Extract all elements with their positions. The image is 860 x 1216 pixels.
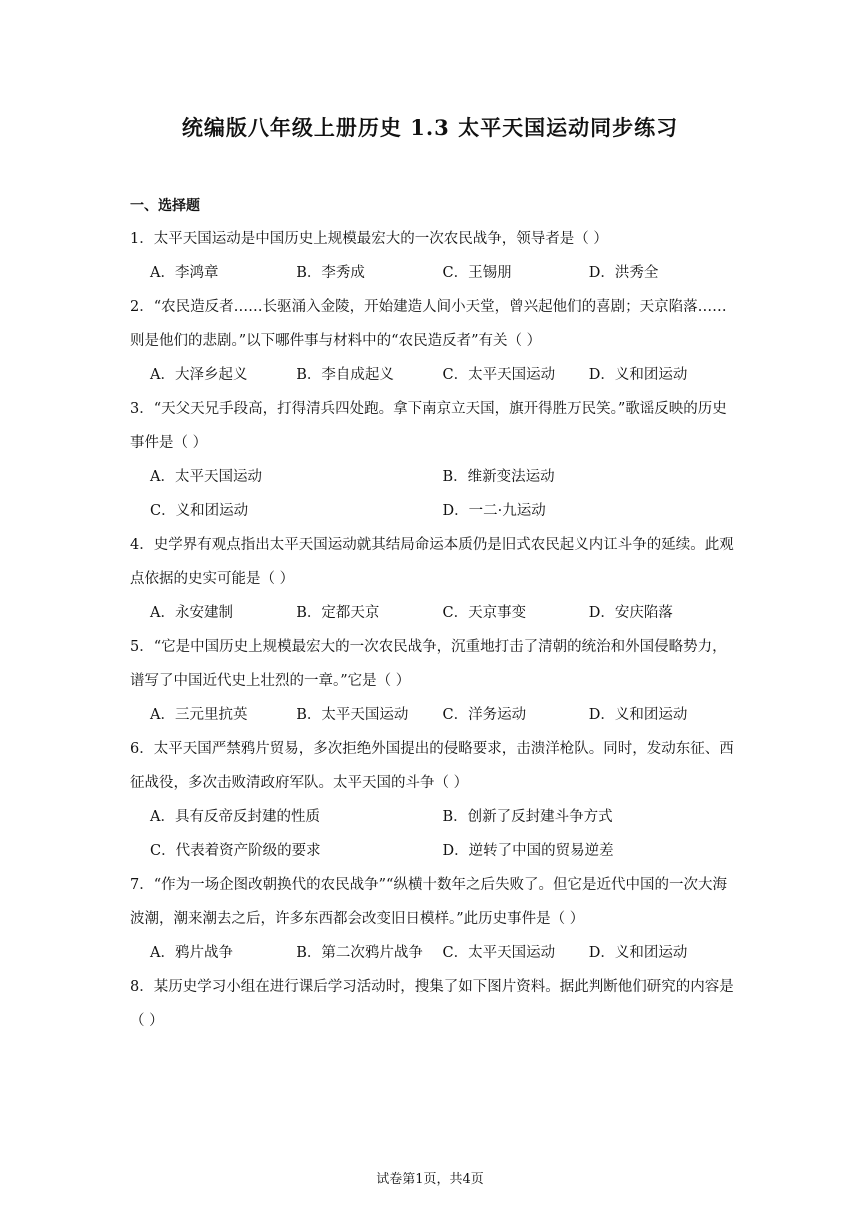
- options-row: [130, 936, 735, 970]
- option-c: C．天京事变: [442, 605, 527, 621]
- option-b: B．维新变法运动: [442, 469, 555, 485]
- option-a: A．永安建制: [150, 605, 233, 621]
- option-d: D．义和团运动: [588, 707, 688, 723]
- option-d: D．洪秀全: [588, 265, 659, 281]
- option-d: D．一二·九运动: [442, 503, 546, 519]
- option-c: C．王锡朋: [442, 265, 512, 281]
- option-b: B．李自成起义: [296, 367, 394, 383]
- question-list: [130, 222, 735, 1038]
- option-a: A．具有反帝反封建的性质: [150, 809, 320, 825]
- option-c: C．太平天国运动: [442, 945, 556, 961]
- section-heading: 一、选择题: [130, 198, 200, 214]
- option-d: D．安庆陷落: [588, 605, 673, 621]
- option-a: A．鸦片战争: [150, 945, 233, 961]
- page-footer: 试卷第1页，共4页: [376, 1172, 484, 1187]
- option-a: A．三元里抗英: [150, 707, 248, 723]
- options-row: [130, 494, 735, 528]
- option-c: C．洋务运动: [442, 707, 527, 723]
- option-c: C．义和团运动: [150, 503, 249, 519]
- question-1: [130, 222, 735, 290]
- question-2: [130, 290, 735, 392]
- option-a: A．大泽乡起义: [150, 367, 248, 383]
- option-a: A．李鸿章: [150, 265, 219, 281]
- question-stem: 4．史学界有观点指出太平天国运动就其结局命运本质仍是旧式农民起义内讧斗争的延续。此观点依据的史实可能是（ ）: [130, 537, 734, 587]
- question-stem: 1．太平天国运动是中国历史上规模最宏大的一次农民战争，领导者是（ ）: [130, 231, 608, 247]
- question-8: [130, 970, 735, 1038]
- option-c: C．代表着资产阶级的要求: [150, 843, 321, 859]
- option-b: B．第二次鸦片战争: [296, 945, 423, 961]
- option-b: B．太平天国运动: [296, 707, 409, 723]
- options-row: [130, 460, 735, 494]
- question-stem: 7．“作为一场企图改朝换代的农民战争”“纵横十数年之后失败了。但它是近代中国的一次大海波潮，潮来潮去之后，许多东西都会改变旧日模样。”此历史事件是（ ）: [130, 877, 727, 927]
- options-row: [130, 256, 735, 290]
- option-b: B．李秀成: [296, 265, 365, 281]
- question-4: [130, 528, 735, 630]
- question-6: [130, 732, 735, 868]
- options-row: [130, 596, 735, 630]
- option-d: D．逆转了中国的贸易逆差: [442, 843, 614, 859]
- question-3: [130, 392, 735, 528]
- option-d: D．义和团运动: [588, 945, 688, 961]
- question-5: [130, 630, 735, 732]
- question-stem: 3．“天父天兄手段高，打得清兵四处跑。拿下南京立天国，旗开得胜万民笑。”歌谣反映的历史事件是（ ）: [130, 401, 727, 451]
- options-row: [130, 800, 735, 834]
- option-c: C．太平天国运动: [442, 367, 556, 383]
- option-d: D．义和团运动: [588, 367, 688, 383]
- question-stem: 8．某历史学习小组在进行课后学习活动时，搜集了如下图片资料。据此判断他们研究的内容是（ ）: [130, 979, 734, 1029]
- question-7: [130, 868, 735, 970]
- question-stem: 6．太平天国严禁鸦片贸易，多次拒绝外国提出的侵略要求，击溃洋枪队。同时，发动东征、西征战役，多次击败清政府军队。太平天国的斗争（ ）: [130, 741, 734, 791]
- options-row: [130, 358, 735, 392]
- option-a: A．太平天国运动: [150, 469, 262, 485]
- options-row: [130, 698, 735, 732]
- option-b: B．创新了反封建斗争方式: [442, 809, 613, 825]
- question-stem: 5．“它是中国历史上规模最宏大的一次农民战争，沉重地打击了清朝的统治和外国侵略势力，谱写了中国近代史上壮烈的一章。”它是（ ）: [130, 639, 727, 689]
- question-stem: 2．“农民造反者……长驱涌入金陵，开始建造人间小天堂，曾兴起他们的喜剧；天京陷落……则是他们的悲剧。”以下哪件事与材料中的“农民造反者”有关（ ）: [130, 299, 727, 349]
- options-row: [130, 834, 735, 868]
- option-b: B．定都天京: [296, 605, 380, 621]
- page-title: 统编版八年级上册历史 1.3 太平天国运动同步练习: [181, 115, 679, 140]
